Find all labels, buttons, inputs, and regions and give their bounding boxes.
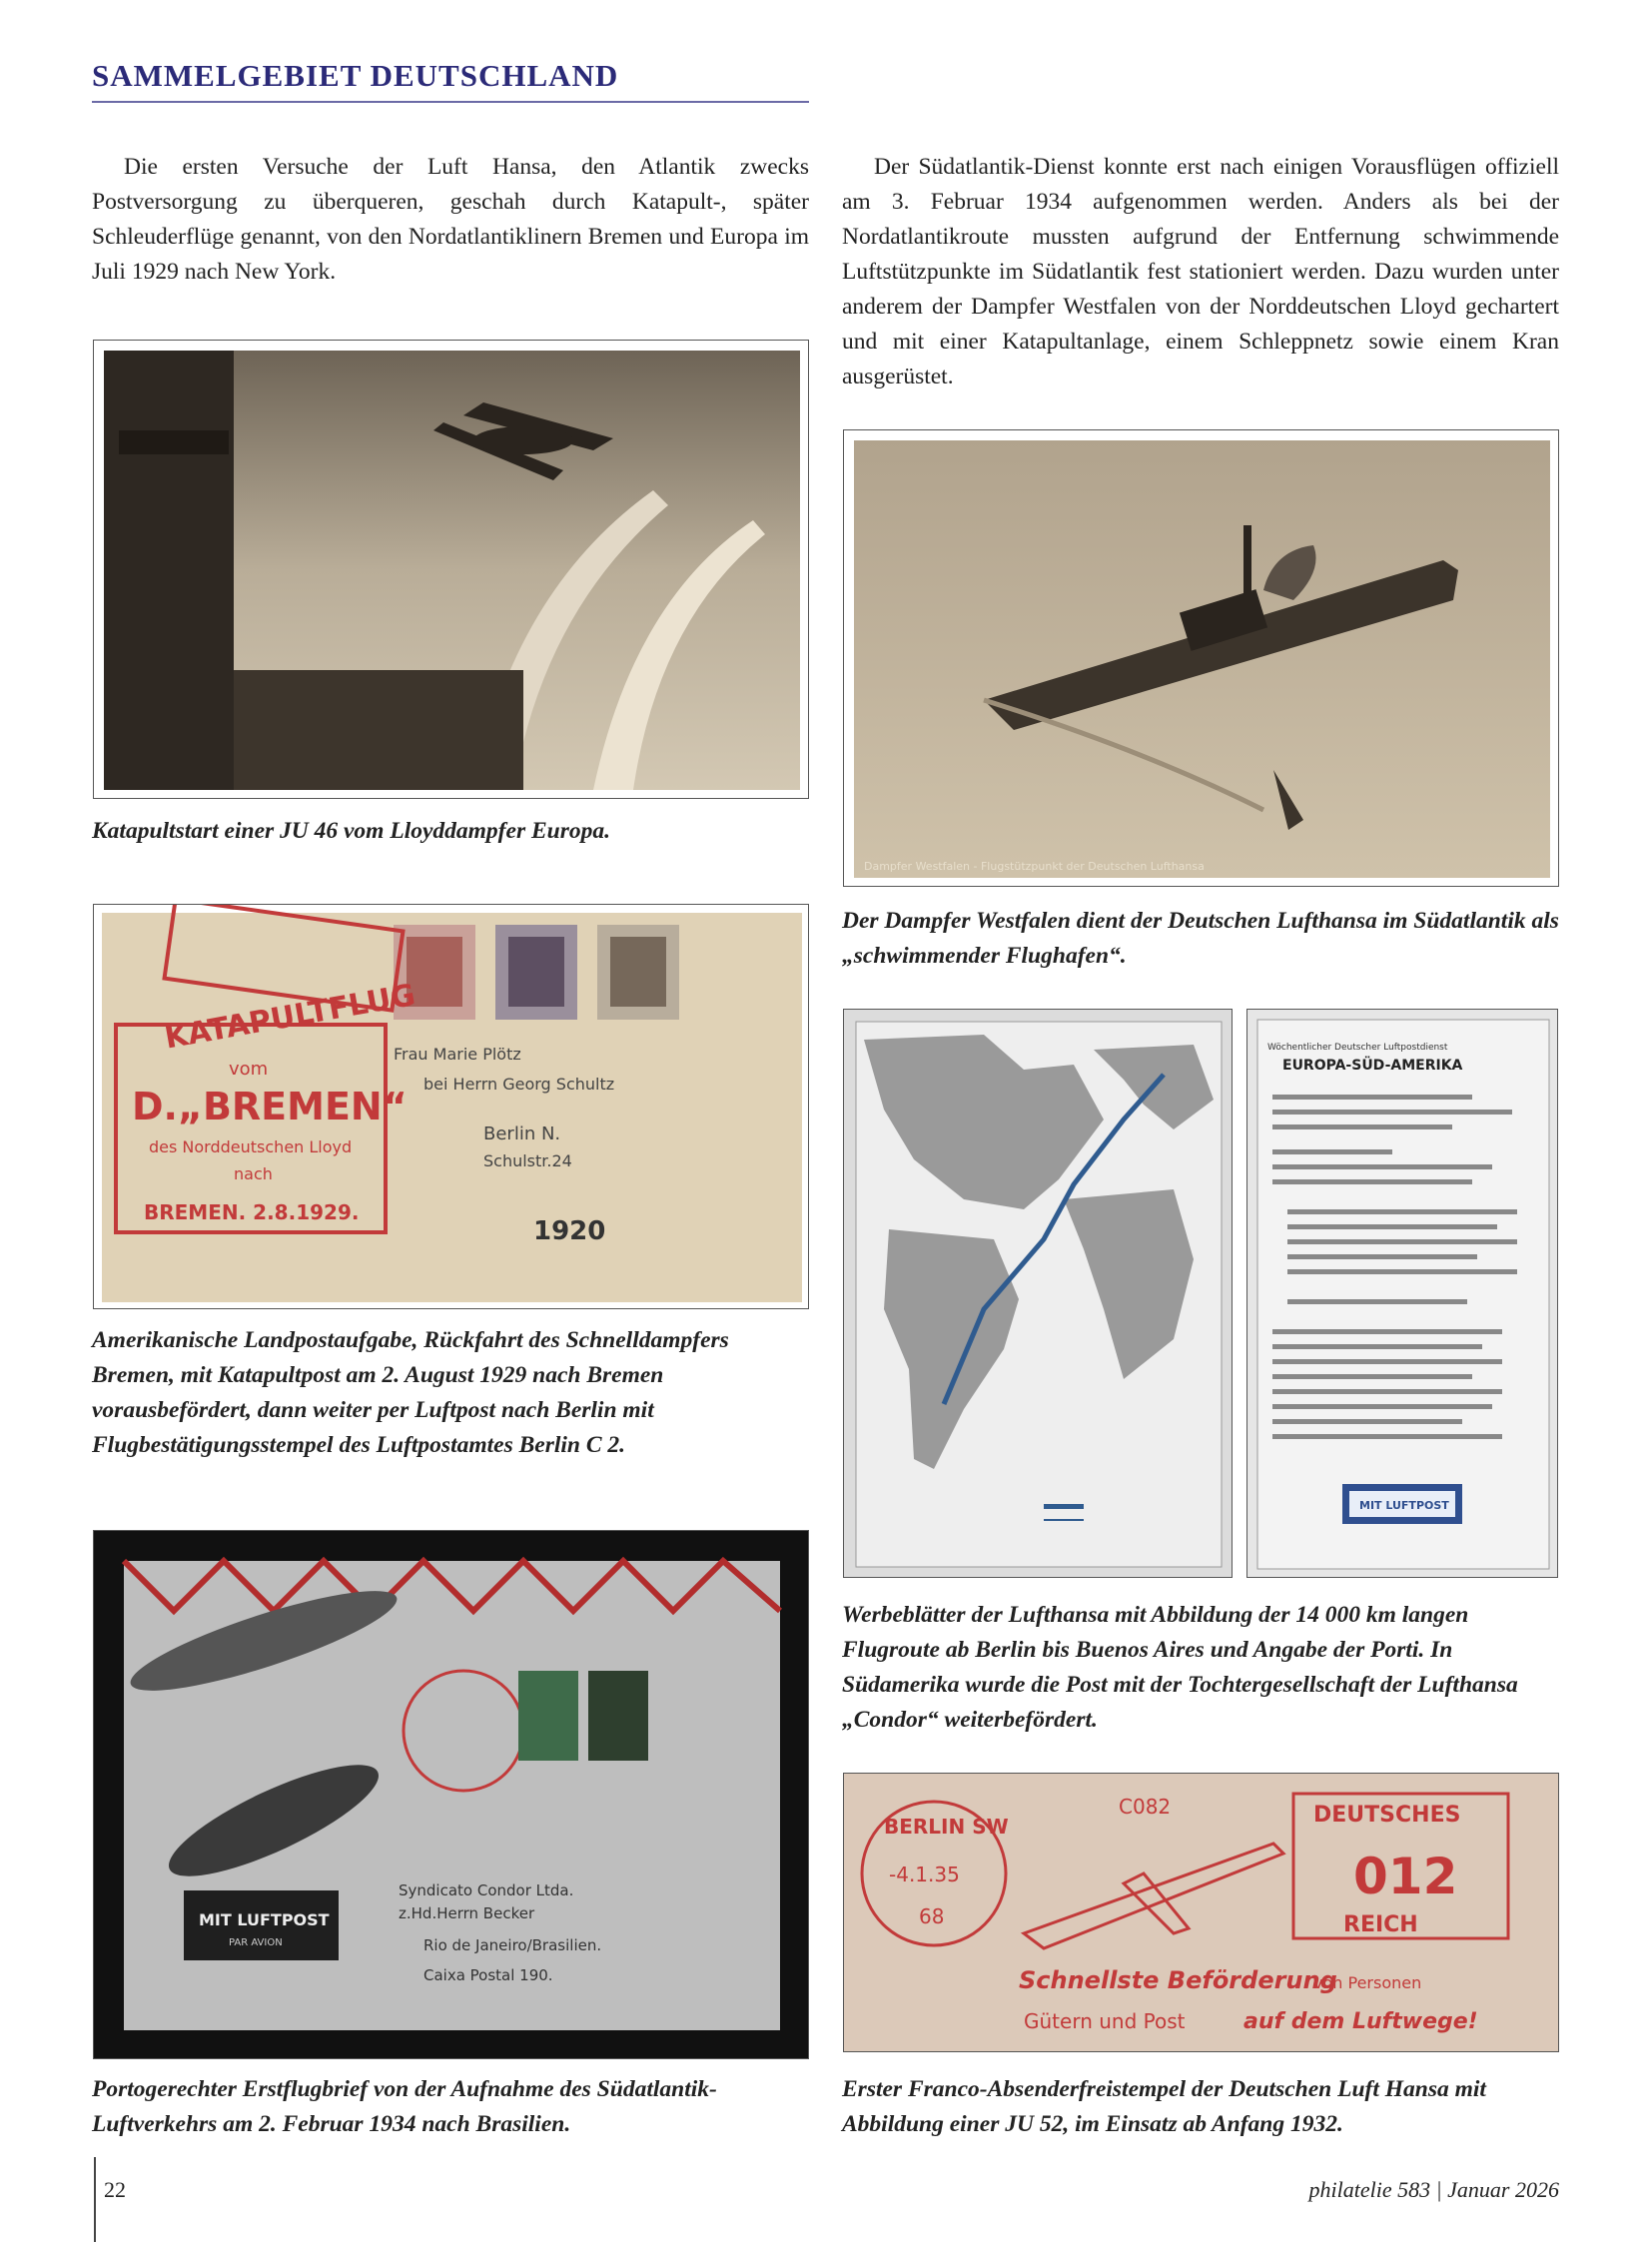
first-flight-address-2: z.Hd.Herrn Becker [399,1904,535,1922]
cover-address-1: Frau Marie Plötz [394,1045,521,1064]
stamp-katapultflug: KATAPULTFLUG [162,978,418,1057]
first-flight-address-4: Caixa Postal 190. [423,1966,553,1984]
cover-address-4: Schulstr.24 [483,1151,572,1170]
photo-leaflet [1246,1009,1558,1578]
airmail-label: MIT LUFTPOST [199,1910,330,1929]
meter-code: C082 [1119,1795,1172,1819]
page-number: 22 [104,2177,126,2202]
stamp-dest: BREMEN. 2.8.1929. [144,1200,360,1224]
meter-number: 68 [919,1904,945,1928]
caption-westfalen: Der Dampfer Westfalen dient der Deutschen Lufthansa im Südatlantik als „schwimmender Flughafen“. [842,908,1559,969]
section-header: SAMMELGEBIET DEUTSCHLAND [92,58,619,93]
meter-value: 012 [1353,1848,1458,1905]
caption-bremen-cover: Amerikanische Landpostaufgabe, Rückfahrt des Schnelldampfers Bremen, mit Katapultpost am 2. August 1929 nach Bremen vorausbefördert, dann weiter per Luftpost nach Berlin mit Flugbestätigungsstempel des Luftpostamtes Berlin C 2. [92,1327,729,1458]
cover-number: 1920 [533,1216,606,1246]
meter-country-1: DEUTSCHES [1313,1803,1461,1828]
footer-divider [94,2157,96,2242]
stamp-nach: nach [234,1164,273,1183]
meter-slogan-2b: auf dem Luftwege! [1243,2009,1478,2034]
photo-franco-meter [843,1773,1559,2052]
caption-leaflets: Werbeblätter der Lufthansa mit Abbildung der 14 000 km langen Flugroute ab Berlin bis Buenos Aires und Angabe der Porti. In Südamerika wurde die Post mit der Tochtergesellschaft der Lufthansa „Condor“ weiterbefördert. [842,1602,1518,1733]
first-flight-address-3: Rio de Janeiro/Brasilien. [423,1936,602,1954]
photo-catapult-launch [93,340,809,799]
caption-catapult: Katapultstart einer JU 46 vom Lloyddampfer Europa. [92,818,610,844]
intro-paragraph-left: Die ersten Versuche der Luft Hansa, den Atlantik zwecks Postversorgung zu überqueren, geschah durch Katapult-, später Schleuderflüge genannt, von den Nordatlantiklinern Bremen und Europa im Juli 1929 nach New York. [92,154,809,285]
photo-route-map [843,1009,1233,1578]
caption-franco: Erster Franco-Absenderfreistempel der Deutschen Luft Hansa mit Abbildung einer JU 52, im Einsatz ab Anfang 1932. [842,2076,1486,2137]
meter-country-2: REICH [1343,1912,1418,1937]
cover-address-3: Berlin N. [483,1123,561,1144]
meter-city: BERLIN SW [884,1815,1009,1839]
photo-first-flight-cover [93,1530,809,2059]
meter-date: -4.1.35 [889,1863,960,1886]
meter-slogan-2: Gütern und Post [1024,2009,1186,2033]
photo-bremen-cover [93,904,809,1309]
leaflet-label: MIT LUFTPOST [1359,1499,1449,1512]
meter-slogan-1b: von Personen [1313,1973,1422,1992]
leaflet-title-1: Wöchentlicher Deutscher Luftpostdienst [1267,1043,1448,1053]
photo-westfalen-ship [843,429,1559,887]
stamp-lloyd: des Norddeutschen Lloyd [149,1137,353,1156]
publication-info: philatelie 583 | Januar 2026 [1308,2177,1559,2202]
meter-slogan-1: Schnellste Beförderung [1019,1966,1337,1994]
header-divider [92,101,809,103]
airmail-sub: PAR AVION [229,1937,283,1948]
intro-paragraph-right: Der Südatlantik-Dienst konnte erst nach einigen Vorausflügen offiziell am 3. Februar 1934 aufgenommen werden. Anders als bei der Nordatlantikroute mussten aufgrund der Entfernung schwimmende Luftstützpunkte im Südatlantik fest stationiert werden. Dazu wurden unter anderem der Dampfer Westfalen von der Norddeutschen Lloyd gechartert und mit einer Katapultanlage, einem Schleppnetz sowie einem Kran ausgerüstet. [842,154,1559,389]
stamp-ship: D.„BREMEN“ [132,1085,408,1128]
cover-address-2: bei Herrn Georg Schultz [423,1075,615,1094]
svg-text:Dampfer Westfalen - Flugstützp: Dampfer Westfalen - Flugstützpunkt der Deutschen Lufthansa [864,860,1205,873]
caption-first-flight: Portogerechter Erstflugbrief von der Aufnahme des Südatlantik-Luftverkehrs am 2. Februar 1934 nach Brasilien. [92,2076,717,2137]
first-flight-address-1: Syndicato Condor Ltda. [399,1881,574,1899]
leaflet-title-2: EUROPA-SÜD-AMERIKA [1282,1058,1463,1074]
stamp-vom: vom [229,1059,269,1080]
